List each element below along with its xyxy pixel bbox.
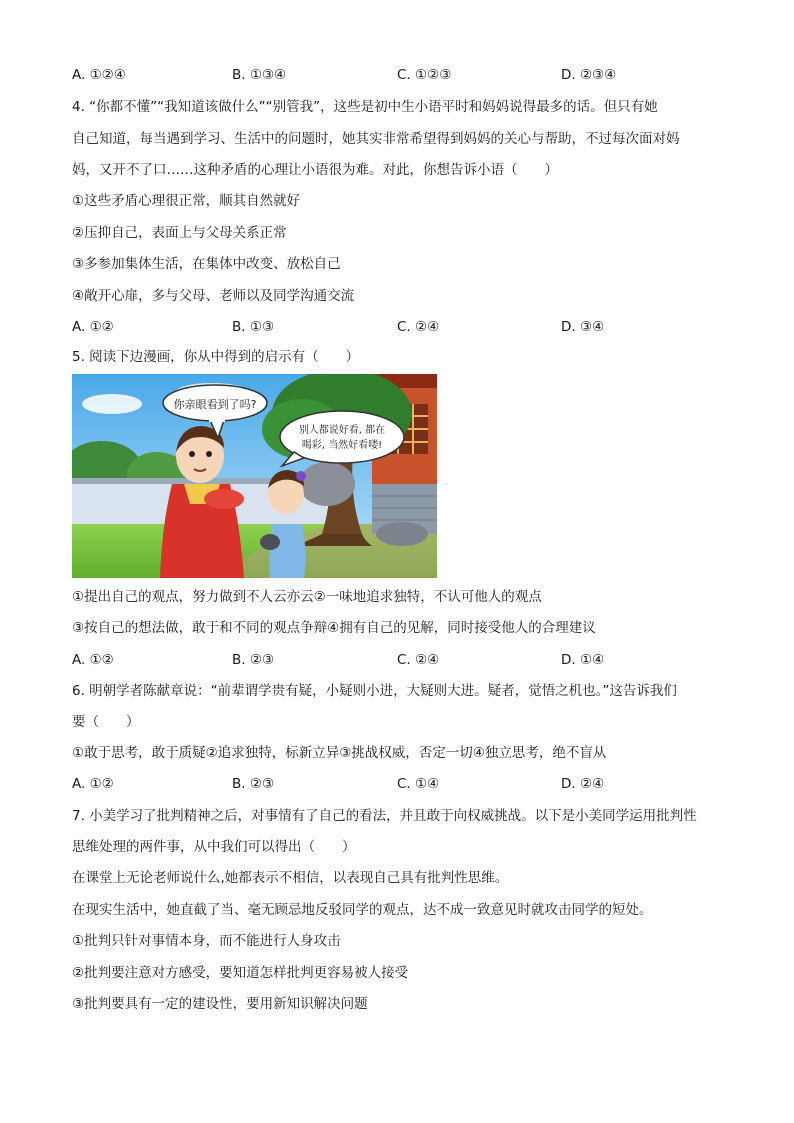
q5-item-2: ③按自己的想法做，敢于和不同的观点争辩④拥有自己的见解，同时接受他人的合理建议	[72, 620, 596, 636]
q4-stem-line-2: 自己知道，每当遇到学习、生活中的问题时，她其实非常希望得到妈妈的关心与帮助，不过每次面对妈	[72, 131, 680, 147]
q6-stem-line-2: 要（ ）	[72, 714, 140, 730]
q6-option-b: B. ②③	[232, 776, 275, 792]
comic-bubble-right-line-2: 喝彩, 当然好看喽!	[301, 440, 383, 451]
q4-option-d: D. ③④	[561, 319, 605, 335]
q5-options	[72, 651, 732, 669]
q7-item-3: ③批判要具有一定的建设性，要用新知识解决问题	[72, 996, 368, 1012]
q5-option-b: B. ②③	[232, 652, 275, 668]
q7-item-2: ②批判要注意对方感受，要知道怎样批判更容易被人接受	[72, 965, 409, 981]
q5-option-a: A. ①②	[72, 652, 114, 668]
q3-option-b: B. ①③④	[232, 67, 287, 83]
q5-option-d: D. ①④	[561, 652, 605, 668]
q7-stem-line-1: 7. 小美学习了批判精神之后，对事情有了自己的看法，并且敢于向权威挑战。以下是小美同学运用批判性	[72, 808, 697, 824]
q4-item-3: ③多参加集体生活，在集体中改变、放松自己	[72, 256, 341, 272]
q7-item-1: ①批判只针对事情本身，而不能进行人身攻击	[72, 933, 341, 949]
q6-option-a: A. ①②	[72, 776, 114, 792]
q4-stem-line-3: 妈，又开不了口……这种矛盾的心理让小语很为难。对此，你想告诉小语（ ）	[72, 162, 558, 178]
q4-option-c: C. ②④	[397, 319, 440, 335]
q3-option-a: A. ①②④	[72, 67, 126, 83]
comic-bubble-left-text: 你亲眼看到了吗?	[173, 398, 257, 411]
q7-case-1: 在课堂上无论老师说什么,她都表示不相信，以表现自己具有批判性思维。	[72, 870, 509, 886]
q7-case-2: 在现实生活中，她直截了当、毫无顾忌地反驳同学的观点，达不成一致意见时就攻击同学的短处。	[72, 902, 653, 918]
q5-item-1: ①提出自己的观点，努力做到不人云亦云②一味地追求独特，不认可他人的观点	[72, 589, 542, 605]
q5-option-c: C. ②④	[397, 652, 440, 668]
q6-option-d: D. ②④	[561, 776, 605, 792]
q4-option-b: B. ①③	[232, 319, 275, 335]
q4-item-2: ②压抑自己，表面上与父母关系正常	[72, 225, 287, 241]
q4-item-4: ④敞开心扉，多与父母、老师以及同学沟通交流	[72, 288, 355, 304]
q4-option-a: A. ①②	[72, 319, 114, 335]
q4-options	[72, 318, 732, 336]
q6-stem-line-1: 6. 明朝学者陈献章说：“前辈谓学贵有疑，小疑则小进，大疑则大进。疑者，觉悟之机也。”这告诉我们	[72, 683, 677, 699]
q7-stem-line-2: 思维处理的两件事，从中我们可以得出（ ）	[72, 839, 356, 855]
q3-option-c: C. ①②③	[397, 67, 452, 83]
q4-item-1: ①这些矛盾心理很正常，顺其自然就好	[72, 193, 301, 209]
comic-bubble-right-line-1: 别人都说好看, 都在	[298, 425, 386, 436]
q3-option-d: D. ②③④	[561, 67, 617, 83]
q6-item-1: ①敢于思考，敢于质疑②追求独特，标新立异③挑战权威，否定一切④独立思考，绝不盲从	[72, 745, 607, 761]
q6-option-c: C. ①④	[397, 776, 440, 792]
q4-stem-line-1: 4. “你都不懂”“我知道该做什么”“别管我”，这些是初中生小语平时和妈妈说得最多的话。但只有她	[72, 99, 658, 115]
q5-stem: 5. 阅读下边漫画，你从中得到的启示有（ ）	[72, 349, 360, 365]
q6-options	[72, 775, 732, 793]
q5-comic-image	[72, 374, 437, 578]
q3-options	[72, 66, 732, 84]
